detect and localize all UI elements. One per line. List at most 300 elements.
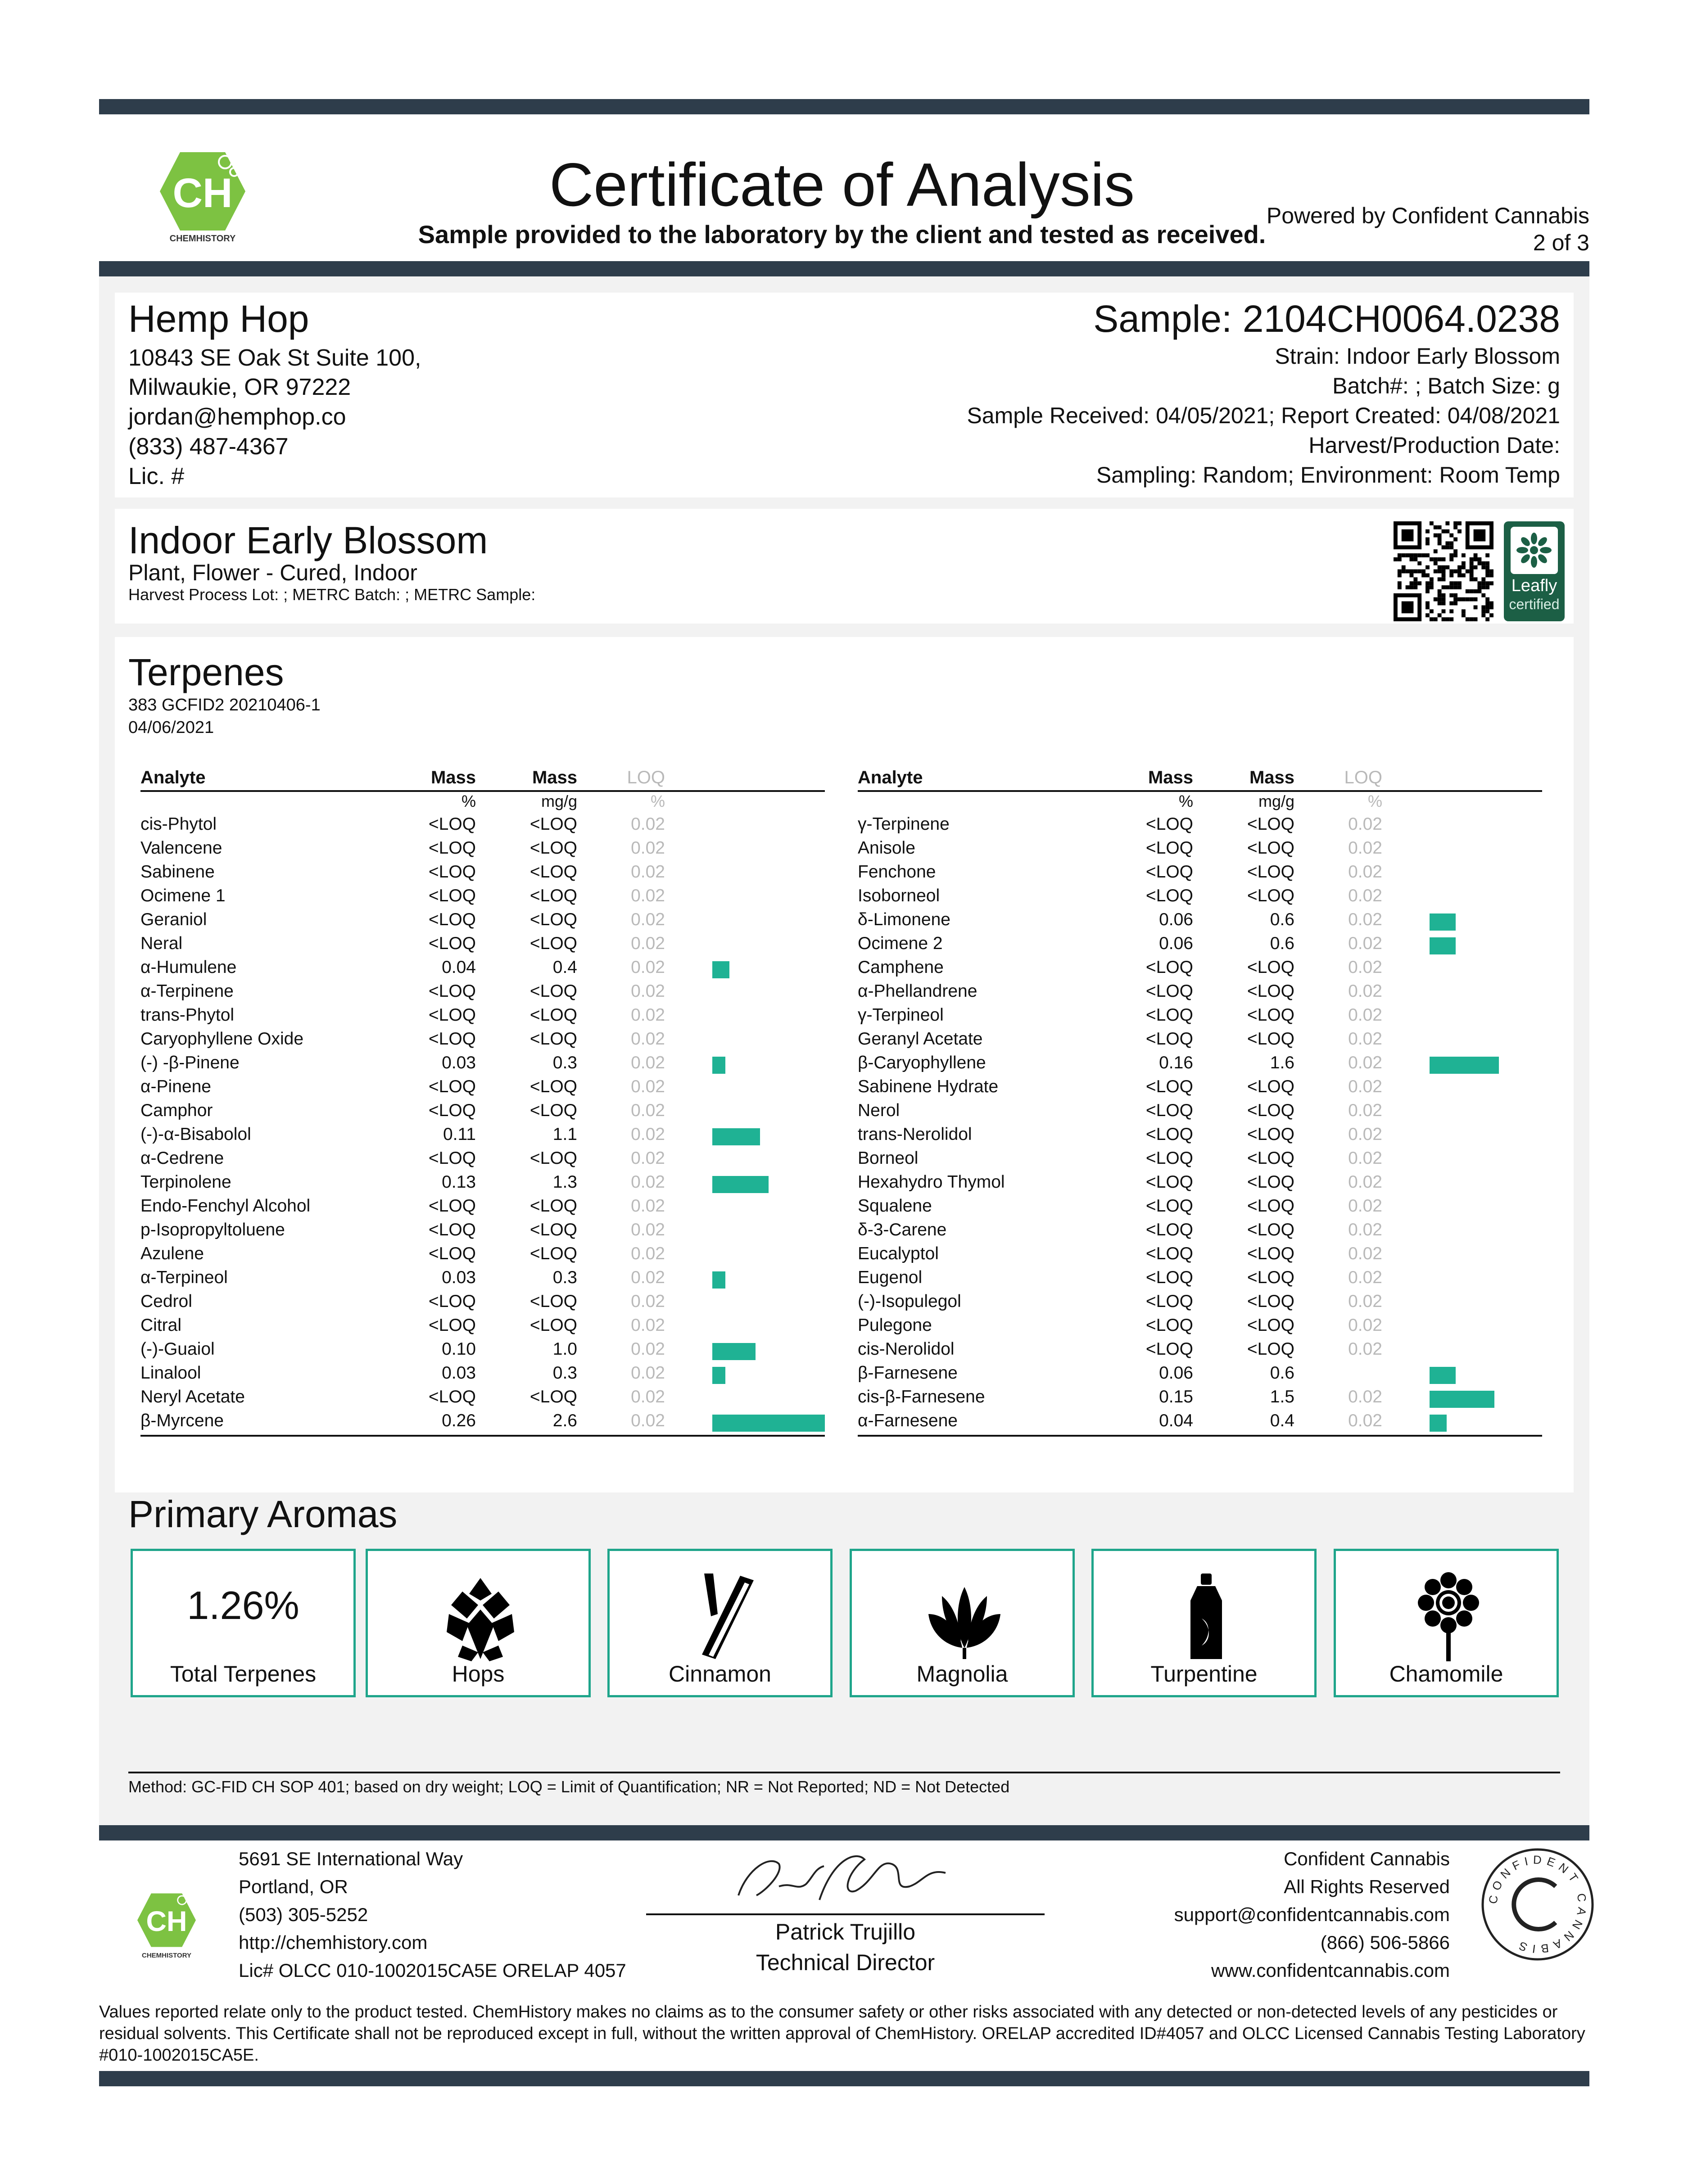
cc-email[interactable]: support@confidentcannabis.com <box>1174 1904 1450 1925</box>
table-row <box>858 1053 1542 1077</box>
footer-top-bar <box>99 1825 1589 1840</box>
mass-percent: <LOQ <box>1145 814 1193 834</box>
mass-percent: <LOQ <box>428 838 476 858</box>
mass-percent: 0.04 <box>1159 1411 1193 1430</box>
concentration-bar <box>712 1128 760 1145</box>
loq-value: 0.02 <box>631 1292 665 1311</box>
mass-percent: <LOQ <box>428 981 476 1001</box>
table-row <box>140 1387 825 1411</box>
bottom-bar <box>99 2071 1589 2086</box>
loq-value: 0.02 <box>1348 1244 1382 1263</box>
mass-mg: <LOQ <box>1247 1029 1294 1049</box>
analyte-name: α-Humulene <box>140 958 237 977</box>
client-phone: (833) 487-4367 <box>128 434 289 460</box>
loq-value: 0.02 <box>1348 1220 1382 1239</box>
loq-value: 0.02 <box>631 1411 665 1430</box>
analyte-name: Camphene <box>858 958 944 977</box>
mass-mg: 0.3 <box>552 1363 577 1383</box>
loq-value: 0.02 <box>631 1220 665 1239</box>
lab-address1: 5691 SE International Way <box>239 1848 463 1869</box>
header-analyte: Analyte <box>858 768 923 787</box>
header-mass-pct: Mass <box>1148 768 1193 787</box>
table-row <box>140 1101 825 1125</box>
loq-value: 0.02 <box>1348 1172 1382 1192</box>
table-row <box>140 958 825 981</box>
chemhistory-logo <box>158 149 248 243</box>
mass-percent: 0.11 <box>443 1125 476 1144</box>
signer-title: Technical Director <box>756 1950 935 1975</box>
header-loq: LOQ <box>1344 768 1382 787</box>
analyte-name: Sabinene <box>140 862 215 882</box>
header-mass-pct: Mass <box>430 768 476 787</box>
terpenes-date: 04/06/2021 <box>128 718 214 737</box>
mass-mg: 2.6 <box>552 1411 577 1430</box>
sample-harvest: Harvest/Production Date: <box>1308 433 1560 458</box>
table-row <box>140 1125 825 1149</box>
table-row <box>858 838 1542 862</box>
mass-mg: <LOQ <box>529 1005 577 1025</box>
loq-value: 0.02 <box>631 862 665 882</box>
cc-phone: (866) 506-5866 <box>1320 1932 1450 1953</box>
product-type: Plant, Flower - Cured, Indoor <box>128 560 417 585</box>
mass-percent: <LOQ <box>1145 1316 1193 1335</box>
table-row <box>858 910 1542 934</box>
table-row <box>140 1411 825 1435</box>
mass-mg: <LOQ <box>1247 886 1294 905</box>
concentration-bar <box>712 1367 725 1384</box>
mass-mg: <LOQ <box>1247 1101 1294 1120</box>
unit-pct: % <box>1178 792 1193 810</box>
table-row <box>858 958 1542 981</box>
analyte-name: β-Myrcene <box>140 1411 224 1430</box>
mass-mg: <LOQ <box>1247 1125 1294 1144</box>
mass-mg: <LOQ <box>529 1387 577 1406</box>
mass-mg: 0.6 <box>1270 934 1294 953</box>
loq-value: 0.02 <box>631 1149 665 1168</box>
magnolia-icon <box>919 1569 1009 1664</box>
analyte-name: trans-Phytol <box>140 1005 235 1025</box>
mass-mg: <LOQ <box>529 862 577 882</box>
product-lots: Harvest Process Lot: ; METRC Batch: ; METRC Sample: <box>128 585 536 604</box>
table-header <box>858 768 1542 792</box>
table-row <box>140 1077 825 1101</box>
leafly-badge[interactable] <box>1504 521 1565 621</box>
mass-percent: <LOQ <box>1145 886 1193 905</box>
analyte-name: α-Phellandrene <box>858 981 978 1001</box>
table-row <box>858 1411 1542 1435</box>
cc-website[interactable]: www.confidentcannabis.com <box>1211 1960 1450 1981</box>
loq-value: 0.02 <box>1348 838 1382 858</box>
product-name: Indoor Early Blossom <box>128 519 488 561</box>
sample-dates: Sample Received: 04/05/2021; Report Created: 04/08/2021 <box>967 403 1560 428</box>
qr-code[interactable] <box>1394 521 1493 621</box>
concentration-bar <box>1430 1391 1494 1408</box>
loq-value: 0.02 <box>631 814 665 834</box>
loq-value: 0.02 <box>1348 1387 1382 1406</box>
concentration-bar <box>1430 937 1456 954</box>
table-units <box>140 792 825 814</box>
analyte-name: (-)-α-Bisabolol <box>140 1125 251 1144</box>
powered-by: Powered by Confident Cannabis <box>1266 203 1589 228</box>
mass-mg: <LOQ <box>529 886 577 905</box>
mass-percent: <LOQ <box>1145 1005 1193 1025</box>
loq-value: 0.02 <box>631 1268 665 1287</box>
total-terpenes-label: Total Terpenes <box>170 1661 317 1687</box>
mass-mg: <LOQ <box>529 1101 577 1120</box>
analyte-name: Anisole <box>858 838 915 858</box>
mass-percent: <LOQ <box>1145 1077 1193 1096</box>
analyte-name: α-Terpineol <box>140 1268 228 1287</box>
table-row <box>858 814 1542 838</box>
mass-percent: 0.06 <box>1159 1363 1193 1383</box>
loq-value: 0.02 <box>631 1101 665 1120</box>
table-row <box>858 1005 1542 1029</box>
unit-mg: mg/g <box>541 792 577 810</box>
sample-sampling: Sampling: Random; Environment: Room Temp <box>1096 462 1560 488</box>
analyte-name: Valencene <box>140 838 222 858</box>
table-row <box>858 934 1542 958</box>
table-row <box>858 862 1542 886</box>
terpene-table-left <box>140 768 825 1435</box>
analyte-name: γ-Terpinene <box>858 814 950 834</box>
mass-mg: <LOQ <box>1247 1077 1294 1096</box>
loq-value: 0.02 <box>631 1339 665 1359</box>
loq-value: 0.02 <box>631 1244 665 1263</box>
mass-percent: 0.13 <box>442 1172 476 1192</box>
page-title: Certificate of Analysis <box>549 150 1135 219</box>
loq-value: 0.02 <box>1348 1292 1382 1311</box>
concentration-bar <box>712 1057 725 1074</box>
mass-percent: <LOQ <box>428 1005 476 1025</box>
analyte-name: (-)-Isopulegol <box>858 1292 961 1311</box>
analyte-name: Squalene <box>858 1196 932 1216</box>
loq-value: 0.02 <box>631 1029 665 1049</box>
loq-value: 0.02 <box>1348 934 1382 953</box>
analyte-name: cis-Phytol <box>140 814 217 834</box>
table-row <box>140 862 825 886</box>
mass-percent: 0.04 <box>442 958 476 977</box>
disclaimer: Values reported relate only to the product tested. ChemHistory makes no claims as to the consumer safety or other risks associated with any detected or non-detected levels of any pesticides or residual solvents. This Certificate shall not be reproduced except in full, without the written approval of ChemHistory. ORELAP accredited ID#4057 and OLCC Licensed Cannabis Testing Laboratory #010-1002015CA5E. <box>99 2003 1585 2065</box>
loq-value: 0.02 <box>631 1053 665 1072</box>
table-row <box>858 1387 1542 1411</box>
signature-line <box>646 1913 1045 1915</box>
mass-mg: 1.0 <box>552 1339 577 1359</box>
loq-value: 0.02 <box>1348 1149 1382 1168</box>
mass-mg: <LOQ <box>529 1316 577 1335</box>
loq-value: 0.02 <box>631 1005 665 1025</box>
mass-mg: 0.4 <box>552 958 577 977</box>
loq-value: 0.02 <box>1348 1077 1382 1096</box>
loq-value: 0.02 <box>631 958 665 977</box>
signature <box>729 1841 964 1918</box>
page-number: 2 of 3 <box>1533 230 1589 255</box>
analyte-name: Terpinolene <box>140 1172 231 1192</box>
mass-percent: <LOQ <box>428 862 476 882</box>
analyte-name: Neryl Acetate <box>140 1387 245 1406</box>
client-license: Lic. # <box>128 463 185 489</box>
mass-percent: <LOQ <box>1145 1292 1193 1311</box>
terpenes-title: Terpenes <box>128 651 284 693</box>
table-row <box>140 1149 825 1172</box>
mass-percent: 0.06 <box>1159 934 1193 953</box>
leafly-certified: certified <box>1509 596 1560 612</box>
aroma-label: Cinnamon <box>669 1661 771 1687</box>
loq-value: 0.02 <box>1348 981 1382 1001</box>
aroma-label: Turpentine <box>1150 1661 1258 1687</box>
total-terpenes-value: 1.26% <box>187 1583 299 1628</box>
analyte-name: p-Isopropyltoluene <box>140 1220 285 1239</box>
analyte-name: Hexahydro Thymol <box>858 1172 1005 1192</box>
mass-mg: <LOQ <box>529 1292 577 1311</box>
client-address2: Milwaukie, OR 97222 <box>128 374 351 400</box>
mass-mg: <LOQ <box>529 1244 577 1263</box>
concentration-bar <box>1430 1415 1447 1432</box>
page-subtitle: Sample provided to the laboratory by the client and tested as received. <box>418 220 1266 249</box>
lab-phone: (503) 305-5252 <box>239 1904 368 1925</box>
table-row <box>140 1029 825 1053</box>
loq-value: 0.02 <box>1348 1268 1382 1287</box>
analyte-name: Endo-Fenchyl Alcohol <box>140 1196 311 1216</box>
loq-value: 0.02 <box>631 981 665 1001</box>
method-note: Method: GC-FID CH SOP 401; based on dry weight; LOQ = Limit of Quantification; NR = Not Reported; ND = Not Detected <box>128 1777 1010 1796</box>
analyte-name: Cedrol <box>140 1292 192 1311</box>
mass-mg: <LOQ <box>529 1220 577 1239</box>
loq-value: 0.02 <box>631 1125 665 1144</box>
header-mass-mg: Mass <box>532 768 577 787</box>
loq-value: 0.02 <box>631 1316 665 1335</box>
table-row <box>140 1268 825 1292</box>
analyte-name: Eugenol <box>858 1268 923 1287</box>
cc-name: Confident Cannabis <box>1284 1848 1450 1869</box>
cinnamon-icon <box>677 1569 767 1664</box>
mass-percent: <LOQ <box>428 814 476 834</box>
mass-percent: <LOQ <box>428 934 476 953</box>
mass-percent: <LOQ <box>428 1387 476 1406</box>
table-row <box>140 1053 825 1077</box>
header-loq: LOQ <box>627 768 665 787</box>
analyte-name: β-Farnesene <box>858 1363 958 1383</box>
mass-percent: 0.10 <box>442 1339 476 1359</box>
lab-website[interactable]: http://chemhistory.com <box>239 1932 428 1953</box>
loq-value: 0.02 <box>1348 886 1382 905</box>
table-row <box>140 1220 825 1244</box>
aroma-label: Chamomile <box>1389 1661 1503 1687</box>
mass-mg: <LOQ <box>1247 958 1294 977</box>
mass-percent: <LOQ <box>428 1292 476 1311</box>
table-row <box>858 1339 1542 1363</box>
table-row <box>140 1005 825 1029</box>
table-row <box>858 1244 1542 1268</box>
mass-mg: <LOQ <box>1247 1268 1294 1287</box>
concentration-bar <box>712 1415 825 1432</box>
logo-caption: CHEMHISTORY <box>169 234 236 244</box>
analyte-name: Azulene <box>140 1244 204 1263</box>
mass-percent: 0.03 <box>442 1363 476 1383</box>
analyte-name: Eucalyptol <box>858 1244 939 1263</box>
client-sample-panel <box>115 293 1574 497</box>
analyte-name: Fenchone <box>858 862 936 882</box>
mass-percent: <LOQ <box>1145 1268 1193 1287</box>
analyte-name: cis-Nerolidol <box>858 1339 955 1359</box>
mass-mg: <LOQ <box>1247 1005 1294 1025</box>
mass-mg: <LOQ <box>529 1029 577 1049</box>
analyte-name: β-Caryophyllene <box>858 1053 986 1072</box>
loq-value: 0.02 <box>1348 1196 1382 1216</box>
leafly-label: Leafly <box>1511 576 1557 595</box>
mass-mg: <LOQ <box>529 1149 577 1168</box>
analyte-name: Geraniol <box>140 910 207 929</box>
table-end-line <box>858 1435 1542 1437</box>
analyte-name: Neral <box>140 934 183 953</box>
analyte-name: Borneol <box>858 1149 919 1168</box>
analyte-name: (-) -β-Pinene <box>140 1053 240 1072</box>
top-bar <box>99 99 1589 114</box>
concentration-bar <box>712 1343 756 1360</box>
mass-mg: 1.1 <box>552 1125 577 1144</box>
unit-loq: % <box>1367 792 1382 810</box>
mass-mg: 0.6 <box>1270 910 1294 929</box>
signer-name: Patrick Trujillo <box>775 1919 916 1944</box>
header-analyte: Analyte <box>140 768 206 787</box>
mass-percent: <LOQ <box>1145 862 1193 882</box>
loq-value: 0.02 <box>631 1077 665 1096</box>
mass-percent: <LOQ <box>428 1244 476 1263</box>
mass-mg: 1.5 <box>1270 1387 1294 1406</box>
mass-mg: <LOQ <box>1247 1339 1294 1359</box>
mass-percent: <LOQ <box>1145 1244 1193 1263</box>
loq-value: 0.02 <box>1348 910 1382 929</box>
unit-mg: mg/g <box>1258 792 1294 810</box>
mass-percent: <LOQ <box>428 1196 476 1216</box>
mass-percent: <LOQ <box>1145 838 1193 858</box>
mass-mg: <LOQ <box>1247 1220 1294 1239</box>
mass-percent: <LOQ <box>428 1077 476 1096</box>
aroma-card-magnolia <box>850 1549 1075 1697</box>
mass-mg: <LOQ <box>1247 1149 1294 1168</box>
mass-mg: <LOQ <box>1247 1316 1294 1335</box>
hops-icon <box>435 1569 525 1664</box>
table-row <box>140 1363 825 1387</box>
cc-rights: All Rights Reserved <box>1284 1876 1450 1897</box>
table-header <box>140 768 825 792</box>
analyte-name: γ-Terpineol <box>858 1005 944 1025</box>
terpenes-instrument: 383 GCFID2 20210406-1 <box>128 696 321 714</box>
mass-percent: 0.03 <box>442 1268 476 1287</box>
aroma-card-cinnamon <box>607 1549 833 1697</box>
table-row <box>858 1101 1542 1125</box>
concentration-bar <box>1430 913 1456 931</box>
mass-mg: <LOQ <box>529 1196 577 1216</box>
loq-value: 0.02 <box>631 1196 665 1216</box>
table-row <box>140 1244 825 1268</box>
sample-strain: Strain: Indoor Early Blossom <box>1275 344 1560 369</box>
loq-value: 0.02 <box>1348 1411 1382 1430</box>
mass-mg: 0.6 <box>1270 1363 1294 1383</box>
table-row <box>858 1077 1542 1101</box>
table-row <box>858 1292 1542 1316</box>
loq-value: 0.02 <box>1348 862 1382 882</box>
mass-mg: 1.6 <box>1270 1053 1294 1072</box>
table-row <box>140 910 825 934</box>
method-divider <box>128 1772 1560 1773</box>
loq-value: 0.02 <box>1348 1101 1382 1120</box>
mass-mg: <LOQ <box>529 981 577 1001</box>
table-row <box>140 838 825 862</box>
client-address1: 10843 SE Oak St Suite 100, <box>128 345 421 371</box>
analyte-name: Geranyl Acetate <box>858 1029 983 1049</box>
loq-value: 0.02 <box>631 934 665 953</box>
analyte-name: (-)-Guaiol <box>140 1339 215 1359</box>
leafly-mark-icon <box>1511 527 1558 574</box>
mass-percent: <LOQ <box>1145 1172 1193 1192</box>
mass-mg: 0.3 <box>552 1268 577 1287</box>
product-panel <box>115 509 1574 624</box>
analyte-name: α-Farnesene <box>858 1411 958 1430</box>
svg-text:CH: CH <box>146 1905 187 1937</box>
svg-text:CH: CH <box>172 170 233 216</box>
aroma-card-hops <box>366 1549 591 1697</box>
table-row <box>858 1196 1542 1220</box>
aroma-card-turpentine <box>1091 1549 1317 1697</box>
analyte-name: Pulegone <box>858 1316 932 1335</box>
analyte-name: α-Pinene <box>140 1077 211 1096</box>
table-end-line <box>140 1435 825 1437</box>
mass-percent: 0.15 <box>1159 1387 1193 1406</box>
table-row <box>140 1339 825 1363</box>
mass-percent: <LOQ <box>1145 981 1193 1001</box>
turpentine-icon <box>1161 1569 1251 1664</box>
concentration-bar <box>712 1176 769 1193</box>
loq-value: 0.02 <box>631 886 665 905</box>
concentration-bar <box>1430 1057 1499 1074</box>
mass-mg: <LOQ <box>529 1077 577 1096</box>
mass-mg: <LOQ <box>529 838 577 858</box>
mass-percent: <LOQ <box>428 910 476 929</box>
mass-percent: <LOQ <box>428 1149 476 1168</box>
aroma-label: Hops <box>452 1661 505 1687</box>
mass-mg: <LOQ <box>529 814 577 834</box>
client-name: Hemp Hop <box>128 298 309 340</box>
mass-percent: <LOQ <box>1145 1029 1193 1049</box>
mass-percent: <LOQ <box>1145 1220 1193 1239</box>
mass-mg: <LOQ <box>529 934 577 953</box>
header-mass-mg: Mass <box>1249 768 1294 787</box>
mass-percent: 0.16 <box>1159 1053 1193 1072</box>
loq-value: 0.02 <box>1348 1316 1382 1335</box>
loq-value: 0.02 <box>631 1387 665 1406</box>
analyte-name: Sabinene Hydrate <box>858 1077 999 1096</box>
analyte-name: Nerol <box>858 1101 900 1120</box>
lab-address2: Portland, OR <box>239 1876 348 1897</box>
table-row <box>140 1196 825 1220</box>
table-row <box>858 1316 1542 1339</box>
mass-percent: <LOQ <box>1145 1101 1193 1120</box>
loq-value: 0.02 <box>631 838 665 858</box>
lab-license: Lic# OLCC 010-1002015CA5E ORELAP 4057 <box>239 1960 626 1981</box>
table-units <box>858 792 1542 814</box>
mass-mg: <LOQ <box>529 910 577 929</box>
mass-percent: <LOQ <box>1145 1196 1193 1216</box>
loq-value: 0.02 <box>1348 1029 1382 1049</box>
confident-cannabis-seal <box>1479 1846 1596 1963</box>
svg-text:CONFIDENT CANNABIS: CONFIDENT CANNABIS <box>1486 1853 1589 1956</box>
table-row <box>140 934 825 958</box>
mass-mg: <LOQ <box>1247 1172 1294 1192</box>
mass-percent: 0.03 <box>442 1053 476 1072</box>
footer-logo-caption: CHEMHISTORY <box>141 1952 191 1959</box>
mass-mg: 0.4 <box>1270 1411 1294 1430</box>
mass-percent: <LOQ <box>428 1220 476 1239</box>
